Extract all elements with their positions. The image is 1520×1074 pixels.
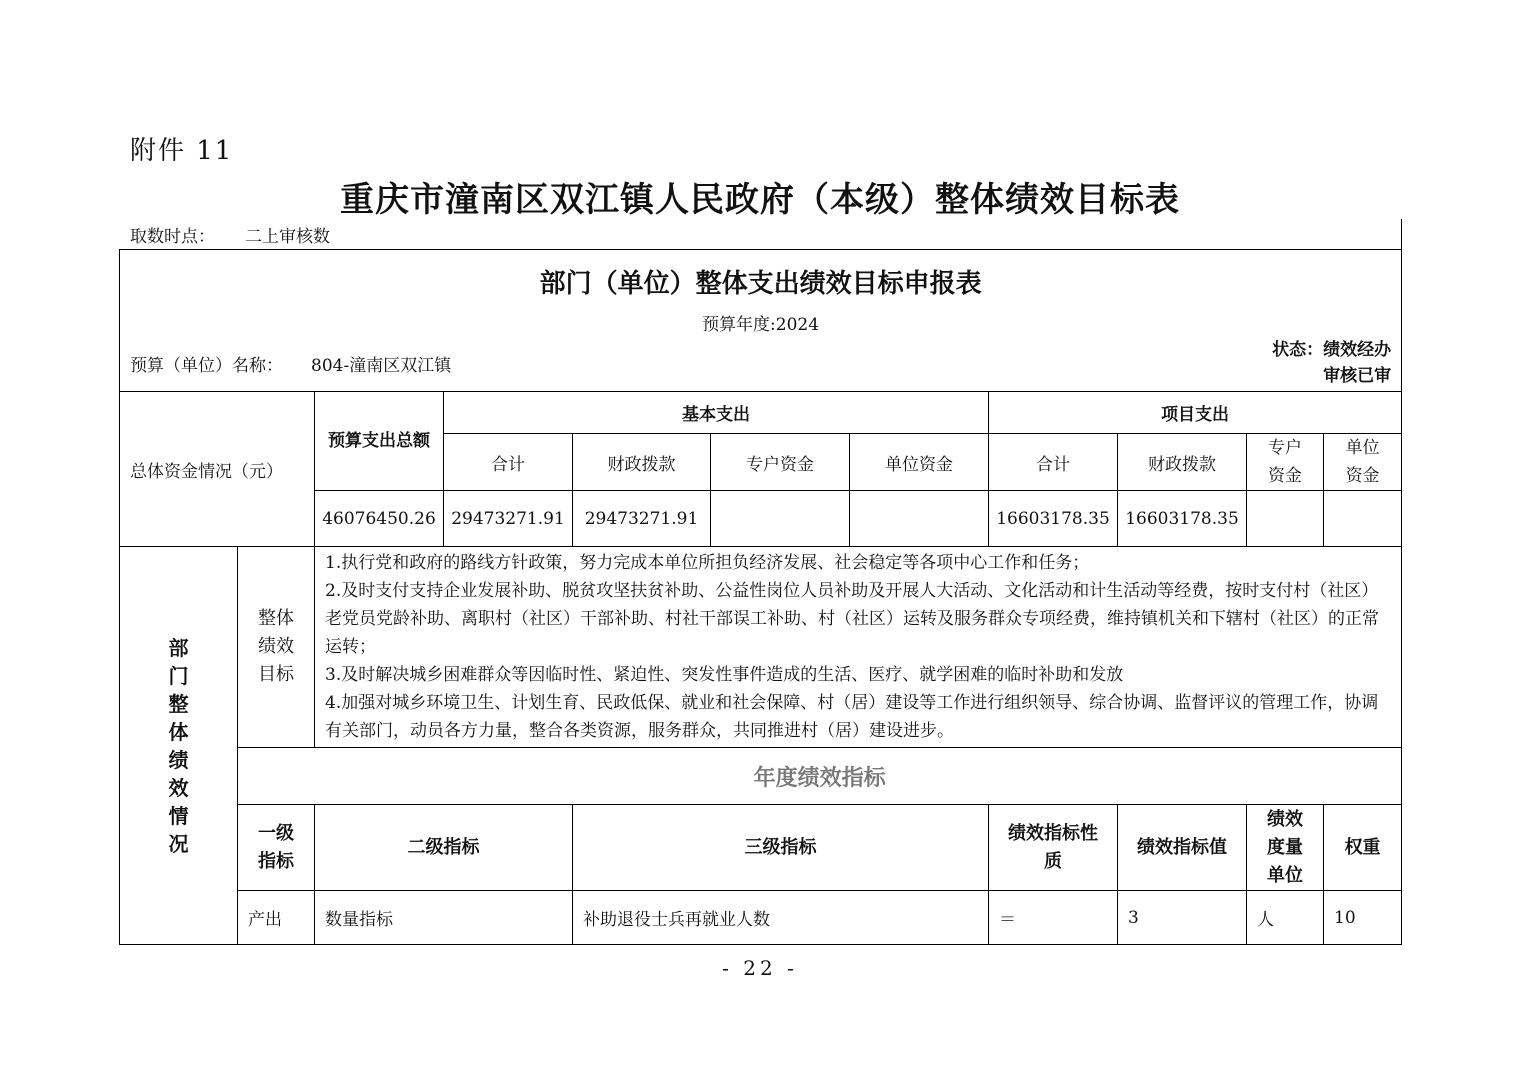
goal-item: 4.加强对城乡环境卫生、计划生育、民政低保、就业和社会保障、村（居）建设等工作进行组织领导、综合协调、监督评议的管理工作，协调有关部门，动员各方力量，整合各类资源，服务群众，共同推进村（居）建设进步。 xyxy=(325,693,1379,741)
goal-label: 整体 绩效 目标 xyxy=(238,547,315,748)
nature-header: 绩效指标性 质 xyxy=(989,805,1118,891)
goal-item: 3.及时解决城乡困难群众等因临时性、紧迫性、突发性事件造成的生活、医疗、就学困难的临时补助和发放 xyxy=(325,665,1124,685)
attachment-label: 附件 11 xyxy=(130,136,234,166)
basic-fiscal-value: 29473271.91 xyxy=(573,491,711,547)
total-budget-value: 46076450.26 xyxy=(315,491,444,547)
project-total-value: 16603178.35 xyxy=(989,491,1118,547)
data-point-value: 二上审核数 xyxy=(245,227,330,247)
project-fiscal-header: 财政拨款 xyxy=(1118,434,1247,491)
level2-header: 二级指标 xyxy=(315,805,573,891)
basic-fiscal-header: 财政拨款 xyxy=(573,434,711,491)
row-level1: 产出 xyxy=(238,891,315,945)
project-fiscal-value: 16603178.35 xyxy=(1118,491,1247,547)
data-point-line xyxy=(130,222,330,247)
project-special-value xyxy=(1247,491,1324,547)
basic-special-value xyxy=(711,491,850,547)
project-special-header: 专户 资金 xyxy=(1247,434,1324,491)
status-badge xyxy=(1272,337,1391,389)
project-unit-header: 单位 资金 xyxy=(1324,434,1402,491)
row-level3: 补助退役士兵再就业人数 xyxy=(573,891,989,945)
status-line-2: 审核已审 xyxy=(1323,366,1392,386)
unit-name-label: 预算（单位）名称： xyxy=(130,356,283,376)
basic-total-header: 合计 xyxy=(444,434,573,491)
goal-item: 1.执行党和政府的路线方针政策，努力完成本单位所担负经济发展、社会稳定等各项中心工作和任务； xyxy=(325,553,1090,573)
status-line-1: 状态：绩效经办 xyxy=(1272,340,1392,360)
performance-table xyxy=(119,249,1402,945)
total-budget-header: 预算支出总额 xyxy=(315,392,444,491)
funds-row-label: 总体资金情况（元） xyxy=(120,392,315,547)
basic-total-value: 29473271.91 xyxy=(444,491,573,547)
row-unit: 人 xyxy=(1247,891,1324,945)
table-row xyxy=(120,891,1402,945)
goal-item: 2.及时支付支持企业发展补助、脱贫攻坚扶贫补助、公益性岗位人员补助及开展人大活动、文化活动和计生活动等经费，按时支付村（社区）老党员党龄补助、离职村（社区）干部补助、村社干部误工补助、村（社区）运转及服务群众专项经费，维持镇机关和下辖村（社区）的正常运转； xyxy=(325,581,1379,657)
unit-header: 绩效 度量 单位 xyxy=(1247,805,1324,891)
page-number: - 22 - xyxy=(722,956,798,980)
row-level2: 数量指标 xyxy=(315,891,573,945)
form-title: 部门（单位）整体支出绩效目标申报表 xyxy=(539,269,982,299)
level1-header: 一级 指标 xyxy=(238,805,315,891)
weight-header: 权重 xyxy=(1324,805,1402,891)
data-point-label: 取数时点： xyxy=(130,227,215,247)
project-expense-header: 项目支出 xyxy=(989,392,1402,434)
basic-unit-header: 单位资金 xyxy=(850,434,989,491)
performance-side-label: 部 门 整 体 绩 效 情 况 xyxy=(120,547,238,945)
project-unit-value xyxy=(1324,491,1402,547)
basic-expense-header: 基本支出 xyxy=(444,392,989,434)
basic-special-header: 专户资金 xyxy=(711,434,850,491)
row-nature: ＝ xyxy=(989,891,1118,945)
budget-year: 预算年度:2024 xyxy=(702,315,820,335)
unit-name-value: 804-潼南区双江镇 xyxy=(311,356,452,376)
level3-header: 三级指标 xyxy=(573,805,989,891)
annual-indicators-title: 年度绩效指标 xyxy=(238,748,1402,805)
row-weight: 10 xyxy=(1324,891,1402,945)
document-title: 重庆市潼南区双江镇人民政府（本级）整体绩效目标表 xyxy=(340,180,1180,220)
project-total-header: 合计 xyxy=(989,434,1118,491)
row-value: 3 xyxy=(1118,891,1247,945)
basic-unit-value xyxy=(850,491,989,547)
value-header: 绩效指标值 xyxy=(1118,805,1247,891)
frame-edge xyxy=(1401,219,1402,250)
unit-name xyxy=(130,351,451,376)
goals-text xyxy=(315,547,1402,748)
form-header xyxy=(120,250,1402,392)
